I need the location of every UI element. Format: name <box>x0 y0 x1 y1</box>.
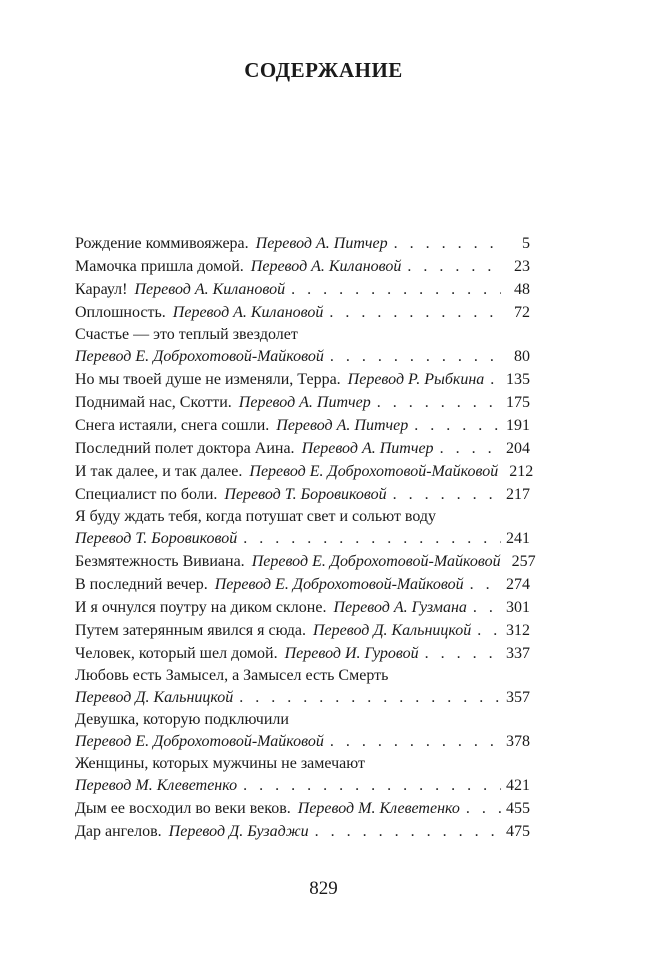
toc-entry <box>75 550 536 573</box>
leader-dots <box>377 391 501 414</box>
toc-translator: Перевод А. Гузмана <box>333 599 467 616</box>
toc-title: Я буду ждать тебя, когда потушат свет и сольют воду <box>75 508 437 525</box>
toc-entry <box>75 665 530 709</box>
leader-dots <box>407 255 501 278</box>
toc-translator: Перевод Е. Доброхотовой-Майковой <box>214 576 464 593</box>
toc-translator: Перевод Д. Бузаджи <box>168 823 309 840</box>
toc-entry <box>75 619 530 642</box>
toc-page: 378 <box>506 733 530 750</box>
toc-page: 301 <box>506 599 530 616</box>
toc-page: 475 <box>506 823 530 840</box>
toc-page: 72 <box>514 304 530 321</box>
leader-dots <box>243 527 501 550</box>
toc-entry <box>75 460 534 483</box>
toc-page: 212 <box>509 463 534 480</box>
toc-title: Женщины, которых мужчины не замечают <box>75 755 365 772</box>
toc-translator: Перевод Е. Доброхотовой-Майковой <box>75 348 324 365</box>
toc-translator: Перевод А. Питчер <box>301 440 434 457</box>
toc-page: 274 <box>506 576 530 593</box>
toc-entry <box>75 232 530 255</box>
toc-entry <box>75 324 530 368</box>
toc-entry <box>75 414 530 437</box>
page-title: СОДЕРЖАНИЕ <box>244 58 403 82</box>
toc-title: Караул! <box>75 281 128 298</box>
toc-entry <box>75 278 530 301</box>
toc-entry <box>75 391 530 414</box>
toc-entry <box>75 709 530 753</box>
toc-title: Оплошность. <box>75 304 166 321</box>
toc-page: 204 <box>506 440 530 457</box>
toc-title: И я очнулся поутру на диком склоне. <box>75 599 327 616</box>
toc-page: 421 <box>506 777 530 794</box>
leader-dots <box>329 301 501 324</box>
toc-entry <box>75 642 530 665</box>
leader-dots <box>330 730 501 753</box>
toc-translator: Перевод Т. Боровиковой <box>224 486 387 503</box>
toc-page: 191 <box>506 417 530 434</box>
toc-page: 135 <box>506 371 530 388</box>
toc-entry <box>75 437 530 460</box>
toc-page: 175 <box>506 394 530 411</box>
toc-translator: Перевод Е. Доброхотовой-Майковой <box>75 733 324 750</box>
toc-page: 357 <box>506 689 530 706</box>
toc-entry <box>75 797 530 820</box>
toc-page: 455 <box>506 800 530 817</box>
toc-translator: Перевод Е. Доброхотовой-Майковой <box>249 463 499 480</box>
toc-title: Безмятежность Вивиана. <box>75 553 245 570</box>
page-number: 829 <box>309 878 338 899</box>
toc-page: 337 <box>506 645 530 662</box>
toc-title: И так далее, и так далее. <box>75 463 243 480</box>
table-of-contents <box>75 232 536 843</box>
toc-title: Дар ангелов. <box>75 823 162 840</box>
toc-translator: Перевод А. Килановой <box>172 304 324 321</box>
toc-page: 241 <box>506 530 530 547</box>
leader-dots <box>425 642 501 665</box>
toc-translator: Перевод А. Питчер <box>255 235 388 252</box>
toc-title: Но мы твоей душе не изменяли, Терра. <box>75 371 341 388</box>
leader-dots <box>414 414 501 437</box>
toc-translator: Перевод А. Килановой <box>134 281 286 298</box>
leader-dots <box>394 232 501 255</box>
leader-dots <box>477 619 501 642</box>
toc-entry <box>75 753 530 797</box>
toc-page: 48 <box>514 281 530 298</box>
toc-translator: Перевод М. Клеветенко <box>75 777 238 794</box>
toc-page: 257 <box>511 553 536 570</box>
toc-title: В последний вечер. <box>75 576 208 593</box>
toc-entry <box>75 301 530 324</box>
leader-dots <box>315 820 501 843</box>
toc-entry <box>75 368 530 391</box>
toc-translator: Перевод И. Гуровой <box>284 645 419 662</box>
toc-title: Поднимай нас, Скотти. <box>75 394 232 411</box>
toc-page: 80 <box>514 348 530 365</box>
toc-translator: Перевод Р. Рыбкина <box>347 371 485 388</box>
toc-title: Снега истаяли, снега сошли. <box>75 417 270 434</box>
toc-title: Рождение коммивояжера. <box>75 235 249 252</box>
toc-title: Последний полет доктора Аина. <box>75 440 295 457</box>
toc-title: Любовь есть Замысел, а Замысел есть Смерть <box>75 667 389 684</box>
toc-translator: Перевод Д. Кальницкой <box>75 689 234 706</box>
toc-entry <box>75 506 530 550</box>
toc-translator: Перевод Д. Кальницкой <box>313 622 472 639</box>
toc-page: 312 <box>506 622 530 639</box>
toc-page: 23 <box>514 258 530 275</box>
toc-title: Счастье — это теплый звездолет <box>75 326 298 343</box>
leader-dots <box>470 573 501 596</box>
toc-title: Человек, который шел домой. <box>75 645 278 662</box>
toc-entry <box>75 820 530 843</box>
toc-page: 5 <box>522 235 530 252</box>
leader-dots <box>473 596 501 619</box>
leader-dots <box>440 437 501 460</box>
toc-title: Девушка, которую подключили <box>75 711 289 728</box>
toc-translator: Перевод М. Клеветенко <box>297 800 460 817</box>
leader-dots <box>490 368 501 391</box>
toc-translator: Перевод А. Килановой <box>250 258 402 275</box>
leader-dots <box>393 483 501 506</box>
toc-page: 217 <box>506 486 530 503</box>
leader-dots <box>330 345 501 368</box>
toc-translator: Перевод А. Питчер <box>276 417 409 434</box>
toc-entry <box>75 573 530 596</box>
toc-title: Дым ее восходил во веки веков. <box>75 800 291 817</box>
toc-entry <box>75 483 530 506</box>
toc-title: Путем затерянным явился я сюда. <box>75 622 306 639</box>
leader-dots <box>291 278 501 301</box>
toc-title: Специалист по боли. <box>75 486 218 503</box>
leader-dots <box>239 686 501 709</box>
leader-dots <box>466 797 501 820</box>
toc-translator: Перевод Е. Доброхотовой-Майковой <box>251 553 501 570</box>
toc-translator: Перевод А. Питчер <box>238 394 371 411</box>
toc-entry <box>75 596 530 619</box>
leader-dots <box>243 774 501 797</box>
toc-title: Мамочка пришла домой. <box>75 258 244 275</box>
toc-translator: Перевод Т. Боровиковой <box>75 530 238 547</box>
toc-entry <box>75 255 530 278</box>
